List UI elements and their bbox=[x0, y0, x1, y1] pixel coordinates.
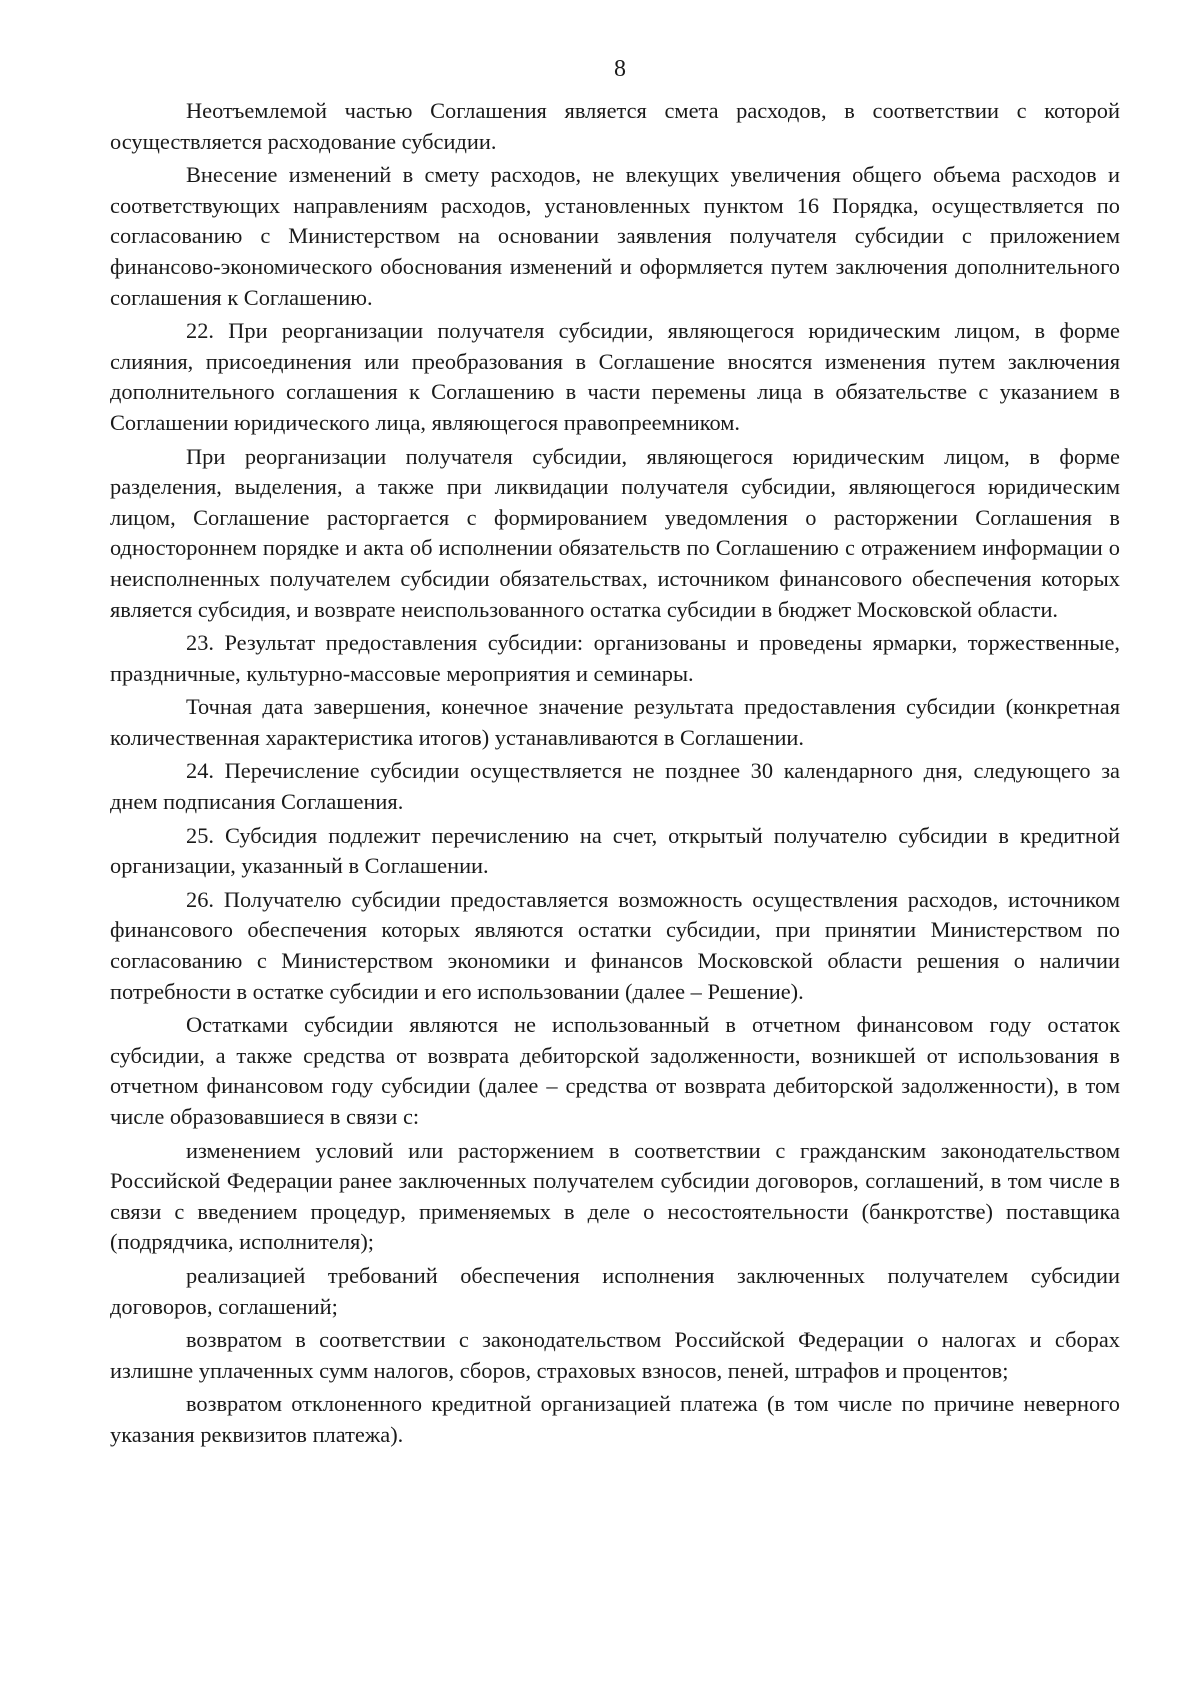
paragraph-remainders-definition: Остатками субсидии являются не использованный в отчетном финансовом году остаток субсидии, а также средства от возврата дебиторской задолженности, возникшей от использования в отчетном финансовом году субсидии (далее – средства от возврата дебиторской задолженности), в том числе образовавшиеся в связи с: bbox=[110, 1012, 1120, 1129]
paragraph-list-item-tax-refund: возвратом в соответствии с законодательством Российской Федерации о налогах и сборах излишне уплаченных сумм налогов, сборов, страховых взносов, пеней, штрафов и процентов; bbox=[110, 1327, 1120, 1383]
paragraph-list-item-rejected-payment: возвратом отклоненного кредитной организацией платежа (в том числе по причине неверного указания реквизитов платежа). bbox=[110, 1391, 1120, 1447]
paragraph-24-transfer: 24. Перечисление субсидии осуществляется не позднее 30 календарного дня, следующего за днем подписания Соглашения. bbox=[110, 758, 1120, 815]
paragraph-list-item-changes: изменением условий или расторжением в соответствии с гражданским законодательством Российской Федерации ранее заключенных получателем субсидии договоров, соглашений, в том числе в связи с введением процедур, применяемых в деле о несостоятельности (банкротстве) поставщика (подрядчика, исполнителя); bbox=[110, 1137, 1120, 1255]
paragraph-list-item-requirements: реализацией требований обеспечения исполнения заключенных получателем субсидии договоров, соглашений; bbox=[110, 1262, 1120, 1319]
paragraph-22-reorganization: 22. При реорганизации получателя субсидии, являющегося юридическим лицом, в форме слияния, присоединения или преобразования в Соглашение вносятся изменения путем заключения дополнительного соглашения к Соглашению в части перемены лица в обязательстве с указанием в Соглашении юридического лица, являющегося правопреемником. bbox=[110, 318, 1120, 435]
paragraph-completion-date: Точная дата завершения, конечное значение результата предоставления субсидии (конкретная количественная характеристика итогов) устанавливаются в Соглашении. bbox=[110, 694, 1120, 750]
paragraph-26-remainders: 26. Получателю субсидии предоставляется возможность осуществления расходов, источником финансового обеспечения которых являются остатки субсидии, при принятии Министерством по согласованию с Министерством экономики и финансов Московской области решения о наличии потребности в остатке субсидии и его использовании (далее – Решение). bbox=[110, 886, 1120, 1004]
document-body bbox=[110, 96, 1120, 1454]
paragraph-23-result: 23. Результат предоставления субсидии: организованы и проведены ярмарки, торжественные, праздничные, культурно-массовые мероприятия и семинары. bbox=[110, 630, 1120, 686]
paragraph-reorganization-termination: При реорганизации получателя субсидии, являющегося юридическим лицом, в форме разделения, выделения, а также при ликвидации получателя субсидии, являющегося юридическим лицом, Соглашение расторгается с формированием уведомления о расторжении Соглашения в одностороннем порядке и акта об исполнении обязательств по Соглашению с отражением информации о неисполненных получателем субсидии обязательствах, источником финансового обеспечения которых является субсидия, и возврате неиспользованного остатка субсидии в бюджет Московской области. bbox=[110, 443, 1120, 622]
page-number: 8 bbox=[614, 56, 626, 82]
paragraph-estimate-changes: Внесение изменений в смету расходов, не влекущих увеличения общего объема расходов и соответствующих направлениям расходов, установленных пунктом 16 Порядка, осуществляется по согласованию с Министерством на основании заявления получателя субсидии с приложением финансово-экономического обоснования изменений и оформляется путем заключения дополнительного соглашения к Соглашению. bbox=[110, 162, 1120, 310]
paragraph-estimate: Неотъемлемой частью Соглашения является смета расходов, в соответствии с которой осуществляется расходование субсидии. bbox=[110, 98, 1120, 154]
paragraph-25-account: 25. Субсидия подлежит перечислению на счет, открытый получателю субсидии в кредитной организации, указанный в Соглашении. bbox=[110, 822, 1120, 879]
